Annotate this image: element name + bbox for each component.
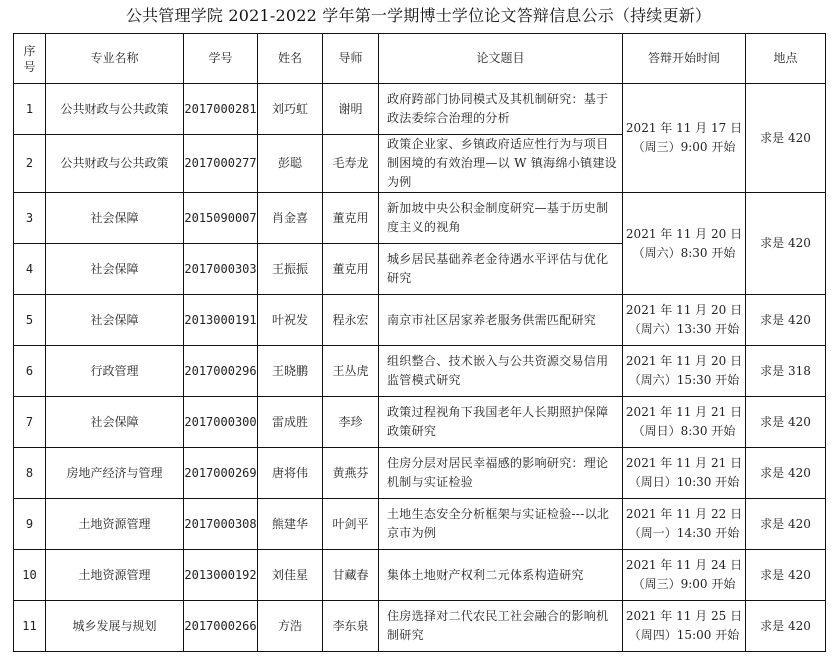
table-row	[14, 499, 826, 550]
cell-major: 房地产经济与管理	[46, 448, 184, 499]
table-row	[14, 448, 826, 499]
cell-student-id: 2017000281	[184, 84, 258, 135]
cell-student-id: 2017000308	[184, 499, 258, 550]
cell-location: 求是 420	[746, 448, 826, 499]
cell-name: 刘巧虹	[258, 84, 323, 135]
cell-advisor: 谢明	[323, 84, 379, 135]
header-row	[14, 34, 826, 84]
cell-time	[623, 193, 746, 295]
cell-name: 叶祝发	[258, 295, 323, 346]
header-seq-line1: 序	[23, 43, 36, 58]
cell-time	[623, 397, 746, 448]
time-date: 2021 年 11 月 17 日	[625, 121, 743, 135]
cell-location: 求是 420	[746, 397, 826, 448]
header-time: 答辩开始时间	[623, 34, 746, 84]
table-row	[14, 397, 826, 448]
cell-name: 王振振	[258, 244, 323, 295]
cell-seq: 1	[14, 84, 46, 135]
time-start: （周日）8:30 开始	[632, 424, 736, 438]
cell-seq: 4	[14, 244, 46, 295]
header-location: 地点	[746, 34, 826, 84]
cell-advisor: 李珍	[323, 397, 379, 448]
time-date: 2021 年 11 月 20 日	[625, 226, 743, 241]
cell-seq: 3	[14, 193, 46, 244]
cell-name: 雷成胜	[258, 397, 323, 448]
cell-major: 公共财政与公共政策	[46, 84, 184, 135]
cell-location: 求是 420	[746, 295, 826, 346]
cell-advisor: 叶剑平	[323, 499, 379, 550]
cell-major: 行政管理	[46, 346, 184, 397]
time-start: （周六）13:30 开始	[628, 322, 740, 336]
cell-seq: 7	[14, 397, 46, 448]
time-date: 2021 年 11 月 21 日	[625, 456, 743, 470]
cell-student-id: 2015090007	[184, 193, 258, 244]
table-row	[14, 295, 826, 346]
cell-seq: 5	[14, 295, 46, 346]
cell-topic: 政府跨部门协同模式及其机制研究：基于政法委综合治理的分析	[379, 84, 623, 135]
time-start: （周日）10:30 开始	[628, 475, 740, 489]
cell-time	[623, 84, 746, 193]
cell-topic: 新加坡中央公积金制度研究—基于历史制度主义的视角	[379, 193, 623, 244]
cell-name: 刘佳星	[258, 550, 323, 601]
cell-topic: 土地生态安全分析框架与实证检验---以北京市为例	[379, 499, 623, 550]
cell-student-id: 2017000303	[184, 244, 258, 295]
cell-major: 公共财政与公共政策	[46, 135, 184, 193]
cell-topic: 南京市社区居家养老服务供需匹配研究	[379, 295, 623, 346]
header-advisor: 导师	[323, 34, 379, 84]
time-start: （周六）15:30 开始	[628, 373, 740, 387]
table-row	[14, 346, 826, 397]
cell-time	[623, 499, 746, 550]
defense-schedule-table	[13, 33, 826, 652]
cell-seq: 10	[14, 550, 46, 601]
cell-seq: 9	[14, 499, 46, 550]
cell-topic: 住房选择对二代农民工社会融合的影响机制研究	[379, 601, 623, 652]
cell-major: 社会保障	[46, 244, 184, 295]
cell-time	[623, 550, 746, 601]
cell-time	[623, 601, 746, 652]
cell-seq: 8	[14, 448, 46, 499]
cell-name: 方浩	[258, 601, 323, 652]
cell-advisor: 甘藏春	[323, 550, 379, 601]
time-start: （周四）15:00 开始	[628, 628, 740, 642]
cell-location: 求是 420	[746, 499, 826, 550]
cell-major: 社会保障	[46, 193, 184, 244]
cell-advisor: 程永宏	[323, 295, 379, 346]
cell-student-id: 2013000192	[184, 550, 258, 601]
header-topic: 论文题目	[379, 34, 623, 84]
table-row	[14, 550, 826, 601]
cell-seq: 2	[14, 135, 46, 193]
cell-time	[623, 448, 746, 499]
cell-location: 求是 318	[746, 346, 826, 397]
header-seq-line2: 号	[23, 59, 36, 74]
cell-major: 城乡发展与规划	[46, 601, 184, 652]
cell-name: 王晓鹏	[258, 346, 323, 397]
cell-location: 求是 420	[746, 601, 826, 652]
cell-advisor: 黄燕芬	[323, 448, 379, 499]
cell-location: 求是 420	[746, 193, 826, 295]
page-title: 公共管理学院 2021-2022 学年第一学期博士学位论文答辩信息公示（持续更新）	[125, 6, 712, 25]
cell-seq: 6	[14, 346, 46, 397]
time-date: 2021 年 11 月 20 日	[625, 354, 743, 368]
cell-major: 土地资源管理	[46, 499, 184, 550]
header-student-id: 学号	[184, 34, 258, 84]
cell-name: 熊建华	[258, 499, 323, 550]
cell-major: 社会保障	[46, 295, 184, 346]
cell-advisor: 李东泉	[323, 601, 379, 652]
cell-location: 求是 420	[746, 84, 826, 193]
cell-name: 肖金喜	[258, 193, 323, 244]
header-seq	[14, 34, 46, 84]
cell-advisor: 毛寿龙	[323, 135, 379, 193]
cell-topic: 政策企业家、乡镇政府适应性行为与项目制困境的有效治理—以 W 镇海绵小镇建设为例	[379, 135, 623, 193]
cell-topic: 城乡居民基础养老金待遇水平评估与优化研究	[379, 244, 623, 295]
cell-student-id: 2017000296	[184, 346, 258, 397]
time-start: （周三）9:00 开始	[632, 140, 736, 154]
cell-topic: 组织整合、技术嵌入与公共资源交易信用监管模式研究	[379, 346, 623, 397]
cell-student-id: 2017000266	[184, 601, 258, 652]
table-row	[14, 601, 826, 652]
table-row	[14, 193, 826, 244]
time-date: 2021 年 11 月 22 日	[625, 507, 743, 521]
cell-student-id: 2013000191	[184, 295, 258, 346]
cell-student-id: 2017000277	[184, 135, 258, 193]
cell-major: 社会保障	[46, 397, 184, 448]
cell-topic: 集体土地财产权利二元体系构造研究	[379, 550, 623, 601]
time-date: 2021 年 11 月 21 日	[625, 405, 743, 419]
time-start: （周六）8:30 开始	[632, 245, 736, 260]
cell-advisor: 董克用	[323, 193, 379, 244]
cell-advisor: 董克用	[323, 244, 379, 295]
time-start: （周三）9:00 开始	[632, 577, 736, 591]
cell-topic: 住房分层对居民幸福感的影响研究：理论机制与实证检验	[379, 448, 623, 499]
cell-name: 彭聪	[258, 135, 323, 193]
cell-student-id: 2017000300	[184, 397, 258, 448]
cell-topic: 政策过程视角下我国老年人长期照护保障政策研究	[379, 397, 623, 448]
header-name: 姓名	[258, 34, 323, 84]
time-date: 2021 年 11 月 20 日	[625, 303, 743, 317]
cell-location: 求是 420	[746, 550, 826, 601]
cell-time	[623, 295, 746, 346]
cell-major: 土地资源管理	[46, 550, 184, 601]
cell-student-id: 2017000269	[184, 448, 258, 499]
header-major: 专业名称	[46, 34, 184, 84]
cell-name: 唐将伟	[258, 448, 323, 499]
time-start: （周一）14:30 开始	[628, 526, 740, 540]
cell-advisor: 王丛虎	[323, 346, 379, 397]
time-date: 2021 年 11 月 25 日	[625, 609, 743, 623]
cell-time	[623, 346, 746, 397]
table-row	[14, 84, 826, 135]
time-date: 2021 年 11 月 24 日	[625, 558, 743, 572]
cell-seq: 11	[14, 601, 46, 652]
